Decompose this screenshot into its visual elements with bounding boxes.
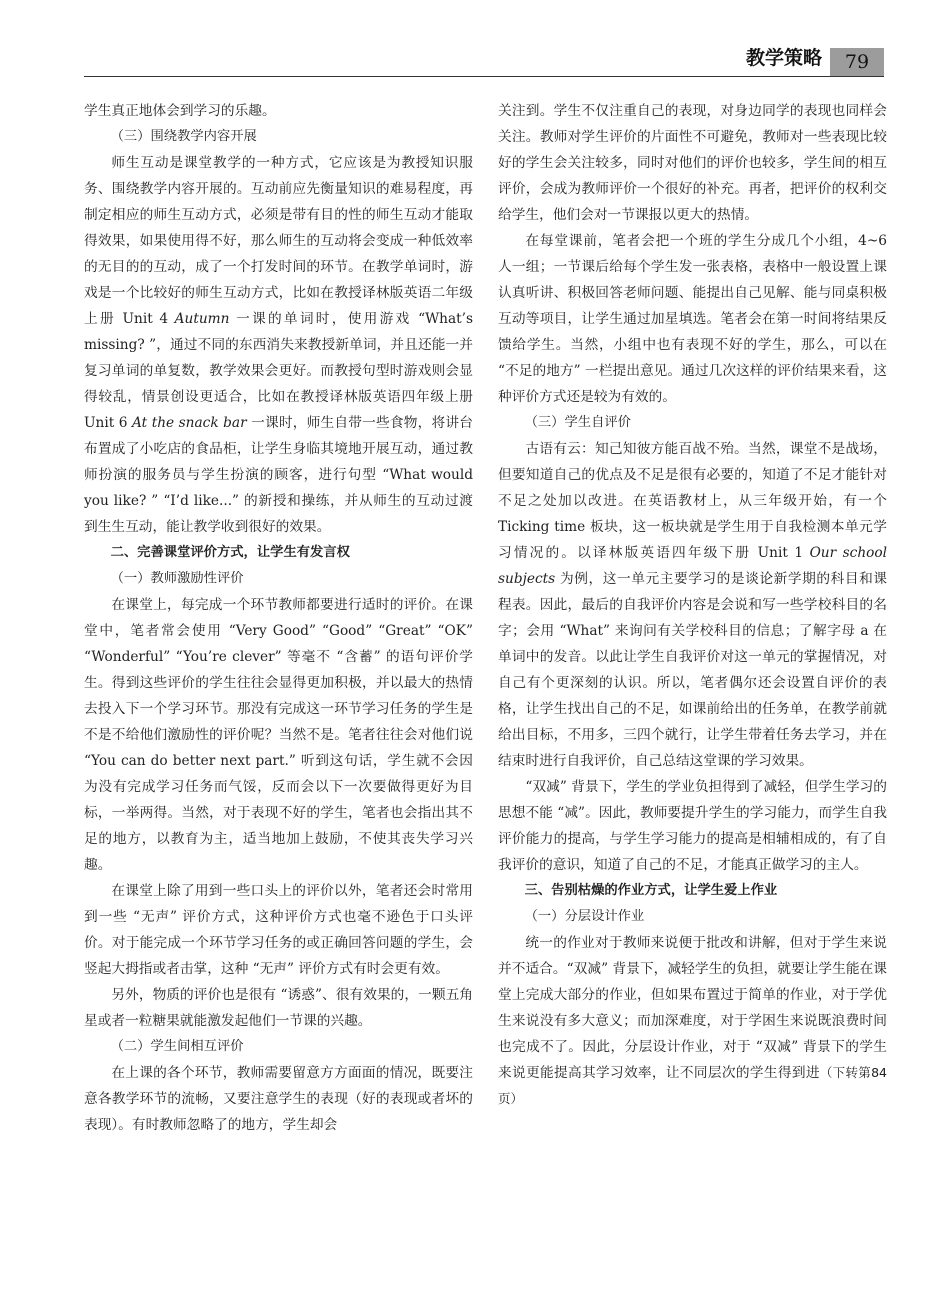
paragraph: 学生真正地体会到学习的乐趣。 xyxy=(84,103,276,119)
page-header xyxy=(84,40,884,77)
section-title: 教学策略 xyxy=(745,47,822,69)
unit-title: Our school subjects xyxy=(498,545,887,587)
unit-title: At the snack bar xyxy=(132,415,247,431)
paragraph: 在课堂上除了用到一些口头上的评价以外，笔者还会时常用到一些 “无声” 评价方式，这种评价方式也毫不逊色于口头评价。对于能完成一个环节学习任务的或正确回答问题的学生，会竖起大拇指或者击掌，这种 “无声” 评价方式有时会更有效。 xyxy=(84,883,473,977)
paragraph: 师生互动是课堂教学的一种方式，它应该是为教授知识服务、围绕教学内容开展的。互动前应先衡量知识的难易程度，再制定相应的师生互动方式，必须是带有目的性的师生互动才能取得效果，如果使用得不好，那么师生的互动将会变成一种低效率的无目的的互动，成了一个打发时间的环节。在教学单词时，游戏是一个比较好的师生互动方式，比如在教授译林版英语二年级上册 Unit 4 Autumn 一课的单词时，使用游戏 “What’s missing? ”，通过不同的东西消失来教授新单词，并且还能一并复习单词的单复数，教学效果会更好。而教授句型时游戏则会显得较乱，情景创设更适合，比如在教授译林版英语四年级上册 Unit 6 At the snack bar 一课时，师生自带一些食物，将讲台布置成了小吃店的食品柜，让学生身临其境地开展互动，通过教师扮演的服务员与学生扮演的顾客，进行句型 “What would you like? ” “I’d like...” 的新授和操练，并从师生的互动过渡到生生互动，能让教学收到很好的效果。 xyxy=(84,155,473,535)
paragraph: 在每堂课前，笔者会把一个班的学生分成几个小组，4~6 人一组；一节课后给每个学生发一张表格，表格中一般设置上课认真听讲、积极回答老师问题、能提出自己见解、能与同桌积极互动等项目，让学生通过加星填选。笔者会在第一时间将结果反馈给学生。当然，小组中也有表现不好的学生，那么，可以在 “不足的地方” 一栏提出意见。通过几次这样的评价结果来看，这种评价方式还是较为有效的。 xyxy=(498,233,887,405)
paragraph: 古语有云：知己知彼方能百战不殆。当然，课堂不是战场，但要知道自己的优点及不足是很有必要的，知道了不足才能针对不足之处加以改进。在英语教材上，从三年级开始，有一个 Ticking time 板块，这一板块就是学生用于自我检测本单元学习情况的。以译林版英语四年级下册 Unit 1 Our school subjects 为例，这一单元主要学习的是谈论新学期的科目和课程表。因此，最后的自我评价内容是会说和写一些学校科目的名字；会用 “What” 来询问有关学校科目的信息；了解字母 a 在单词中的发音。以此让学生自我评价对这一单元的掌握情况，对自己有个更深刻的认识。所以，笔者偶尔还会设置自评价的表格，让学生找出自己的不足，如课前给出的任务单，在教学前就给出目标，不用多，三四个就行，让学生带着任务去学习，并在结束时进行自我评价，自己总结这堂课的学习效果。 xyxy=(498,441,887,769)
paragraph: 统一的作业对于教师来说便于批改和讲解，但对于学生来说并不适合。“双减” 背景下，减轻学生的负担，就要让学生能在课堂上完成大部分的作业，但如果布置过于简单的作业，对于学优生来说没有多大意义；而加深难度，对于学困生来说既浪费时间也完成不了。因此，分层设计作业，对于 “双减” 背景下的学生来说更能提高其学习效率，让不同层次的学生得到进（下转第84页） xyxy=(498,935,887,1106)
right-column xyxy=(498,98,887,1112)
page-number: 79 xyxy=(830,48,884,76)
paragraph: 在课堂上，每完成一个环节教师都要进行适时的评价。在课堂中，笔者常会使用 “Very Good” “Good” “Great” “OK” “Wonderful” “You’re clever” 等毫不 “含蓄” 的语句评价学生。得到这些评价的学生往往会显得更加积极，并以最大的热情去投入下一个学习环节。那没有完成这一环节学习任务的学生是不是不给他们激励性的评价呢？当然不是。笔者往往会对他们说 “You can do better next part.” 听到这句话，学生就不会因为没有完成学习任务而气馁，反而会以下一次要做得更好为目标，一举两得。当然，对于表现不好的学生，笔者也会指出其不足的地方，以教育为主，适当地加上鼓励，不使其丧失学习兴趣。 xyxy=(84,597,473,873)
paragraph: “双减” 背景下，学生的学业负担得到了减轻，但学生学习的思想不能 “减”。因此，教师要提升学生的学习能力，而学生自我评价能力的提高，与学生学习能力的提高是相辅相成的，有了自我评价的意识，知道了自己的不足，才能真正做学习的主人。 xyxy=(498,779,887,873)
subsection-heading: （三）围绕教学内容开展 xyxy=(110,129,257,144)
paragraph: 在上课的各个环节，教师需要留意方方面面的情况，既要注意各教学环节的流畅，又要注意学生的表现（好的表现或者坏的表现）。有时教师忽略了的地方，学生却会 xyxy=(84,1065,473,1133)
subsection-heading: （三）学生自评价 xyxy=(524,415,631,430)
left-column xyxy=(84,98,473,1138)
section-heading: 二、完善课堂评价方式，让学生有发言权 xyxy=(110,545,350,560)
paragraph: 关注到。学生不仅注重自己的表现，对身边同学的表现也同样会关注。教师对学生评价的片面性不可避免，教师对一些表现比较好的学生会关注较多，同时对他们的评价也较多，学生间的相互评价，会成为教师评价一个很好的补充。再者，把评价的权利交给学生，他们会对一节课报以更大的热情。 xyxy=(498,103,887,223)
subsection-heading: （一）教师激励性评价 xyxy=(110,571,244,586)
unit-title: Autumn xyxy=(174,311,230,327)
subsection-heading: （二）学生间相互评价 xyxy=(110,1039,244,1054)
section-heading: 三、告别枯燥的作业方式，让学生爱上作业 xyxy=(524,883,778,898)
subsection-heading: （一）分层设计作业 xyxy=(524,909,645,924)
paragraph: 另外，物质的评价也是很有 “诱惑”、很有效果的，一颗五角星或者一粒糖果就能激发起他们一节课的兴趣。 xyxy=(84,987,473,1029)
continued-note: （下转第84页） xyxy=(498,1065,887,1106)
